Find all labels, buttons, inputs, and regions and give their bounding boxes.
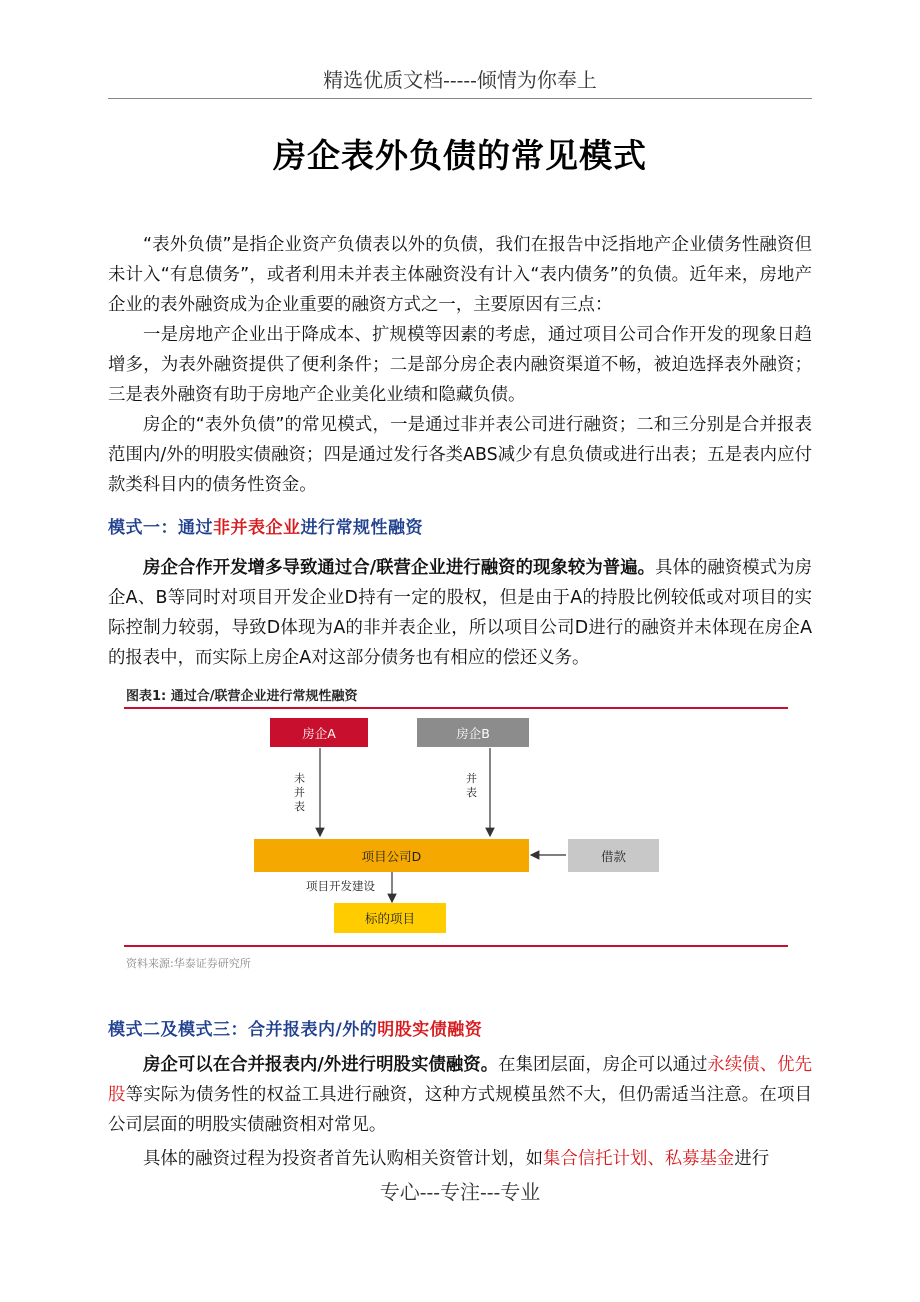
- section-2-p1-highlight: 永续债、优先股: [108, 1055, 812, 1105]
- box-loan: 借款: [568, 839, 659, 872]
- section-2-heading-highlight: 明股实债融资: [377, 1020, 483, 1040]
- page-footer: 专心---专注---专业: [379, 1180, 541, 1204]
- section-2-lead-bold: 房企可以在合并报表内/外进行明股实债融资。: [143, 1055, 499, 1075]
- label-not-consolidated: 未 并 表: [294, 772, 305, 813]
- section-2-heading: [108, 1015, 812, 1040]
- figure-caption: 图表1: 通过合/联营企业进行常规性融资: [126, 689, 358, 704]
- section-2-paragraph-1: [108, 1050, 812, 1140]
- section-1-heading-pre: 模式一：通过: [108, 518, 213, 538]
- page-header: 精选优质文档-----倾情为你奉上: [323, 68, 597, 92]
- figure-bottom-rule: [124, 945, 788, 947]
- box-company-b: 房企B: [417, 718, 529, 747]
- figure-source: 资料来源:华泰证券研究所: [126, 957, 251, 970]
- section-1-lead-bold: 房企合作开发增多导致通过合/联营企业进行融资的现象较为普遍。: [143, 558, 656, 578]
- section-2-p1-a: 在集团层面，房企可以通过: [498, 1055, 708, 1075]
- section-2-p2-b: 进行: [734, 1149, 770, 1169]
- section-2-p2-a: 具体的融资过程为投资者首先认购相关资管计划，如: [143, 1149, 543, 1169]
- page-title: 房企表外负债的常见模式: [273, 136, 647, 175]
- section-2-paragraph-2: [108, 1144, 812, 1174]
- box-project-company-d: 项目公司D: [254, 839, 529, 872]
- intro-paragraph-2: 一是房地产企业出于降成本、扩规模等因素的考虑，通过项目公司合作开发的现象日趋增多，为表外融资提供了便利条件；二是部分房企表内融资渠道不畅，被迫选择表外融资；三是表外融资有助于房地产企业美化业绩和隐藏负债。: [108, 325, 812, 405]
- section-1-heading-post: 进行常规性融资: [300, 518, 423, 538]
- label-project-construction: 项目开发建设: [306, 879, 375, 893]
- section-2-p1-b: 等实际为债务性的权益工具进行融资，这种方式规模虽然不大，但仍需适当注意。在项目公司层面的明股实债融资相对常见。: [108, 1085, 812, 1135]
- section-2-p2-highlight: 集合信托计划、私募基金: [543, 1149, 735, 1169]
- intro-paragraph-1: “表外负债”是指企业资产负债表以外的负债，我们在报告中泛指地产企业债务性融资但未计入“有息债务”，或者利用未并表主体融资没有计入“表内债务”的负债。近年来，房地产企业的表外融资成为企业重要的融资方式之一，主要原因有三点：: [108, 235, 812, 315]
- intro-paragraph-3: 房企的“表外负债”的常见模式，一是通过非并表公司进行融资；二和三分别是合并报表范围内/外的明股实债融资；四是通过发行各类ABS减少有息负债或进行出表；五是表内应付款类科目内的债务性资金。: [108, 415, 812, 495]
- box-target-project: 标的项目: [334, 903, 446, 933]
- section-1-lead-rest: 具体的融资模式为房企A、B等同时对项目开发企业D持有一定的股权，但是由于A的持股比例较低或对项目的实际控制力较弱，导致D体现为A的非并表企业，所以项目公司D进行的融资并未体现在房企A的报表中，而实际上房企A对这部分债务也有相应的偿还义务。: [108, 558, 812, 668]
- label-consolidated: 并 表: [466, 772, 477, 799]
- section-2-heading-pre: 模式二及模式三：合并报表内/外的: [108, 1020, 378, 1040]
- section-1-heading-highlight: 非并表企业: [213, 518, 301, 538]
- box-company-a: 房企A: [270, 718, 368, 747]
